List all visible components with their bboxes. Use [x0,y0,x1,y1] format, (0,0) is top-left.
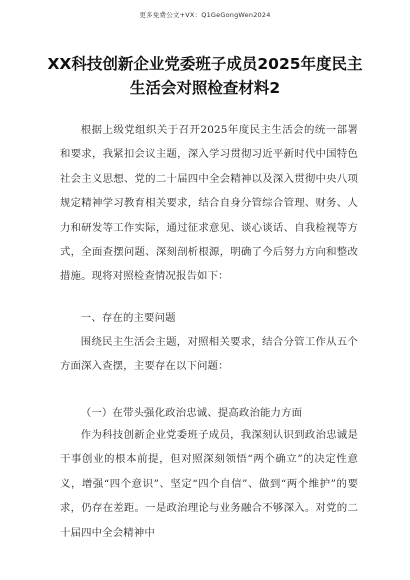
sub-paragraph: 作为科技创新企业党委班子成员，我深刻认识到政治忠诚是干事创业的根本前提，但对照深刻领悟“两个确立”的决定性意义，增强“四个意识”、坚定“四个自信”、做到“两个维护”的要求，仍存在差距。一是政治理论与业务融合不够深入。对党的二十届四中全会精神中 [60,429,358,539]
section-paragraph: 围绕民主生活会主题，对照相关要求，结合分管工作从五个方面深入查摆，主要存在以下问题： [60,336,358,373]
intro-paragraph: 根据上级党组织关于召开2025年度民主生活会的统一部署和要求，我紧扣会议主题，深入学习贯彻习近平新时代中国特色社会主义思想、党的二十届四中全会精神以及深入贯彻中央八项规定精神学习教育相关要求，结合自身分管综合管理、财务、人力和研发等工作实际，通过征求意见、谈心谈话、自我检视等方式，全面查摆问题、深刻剖析根源，明确了今后努力方向和整改措施。现将对照检查情况报告如下： [60,124,358,283]
sub-heading-political-loyalty: （一）在带头强化政治忠诚、提高政治能力方面 [80,407,303,419]
document-title: XX科技创新企业党委班子成员2025年度民主生活会对照检查材料2 [47,55,363,97]
section-heading-main-problems: 一、存在的主要问题 [80,312,176,324]
header-promo-note: 更多免费公文+VX：Q1GeGongWen2024 [139,11,271,19]
